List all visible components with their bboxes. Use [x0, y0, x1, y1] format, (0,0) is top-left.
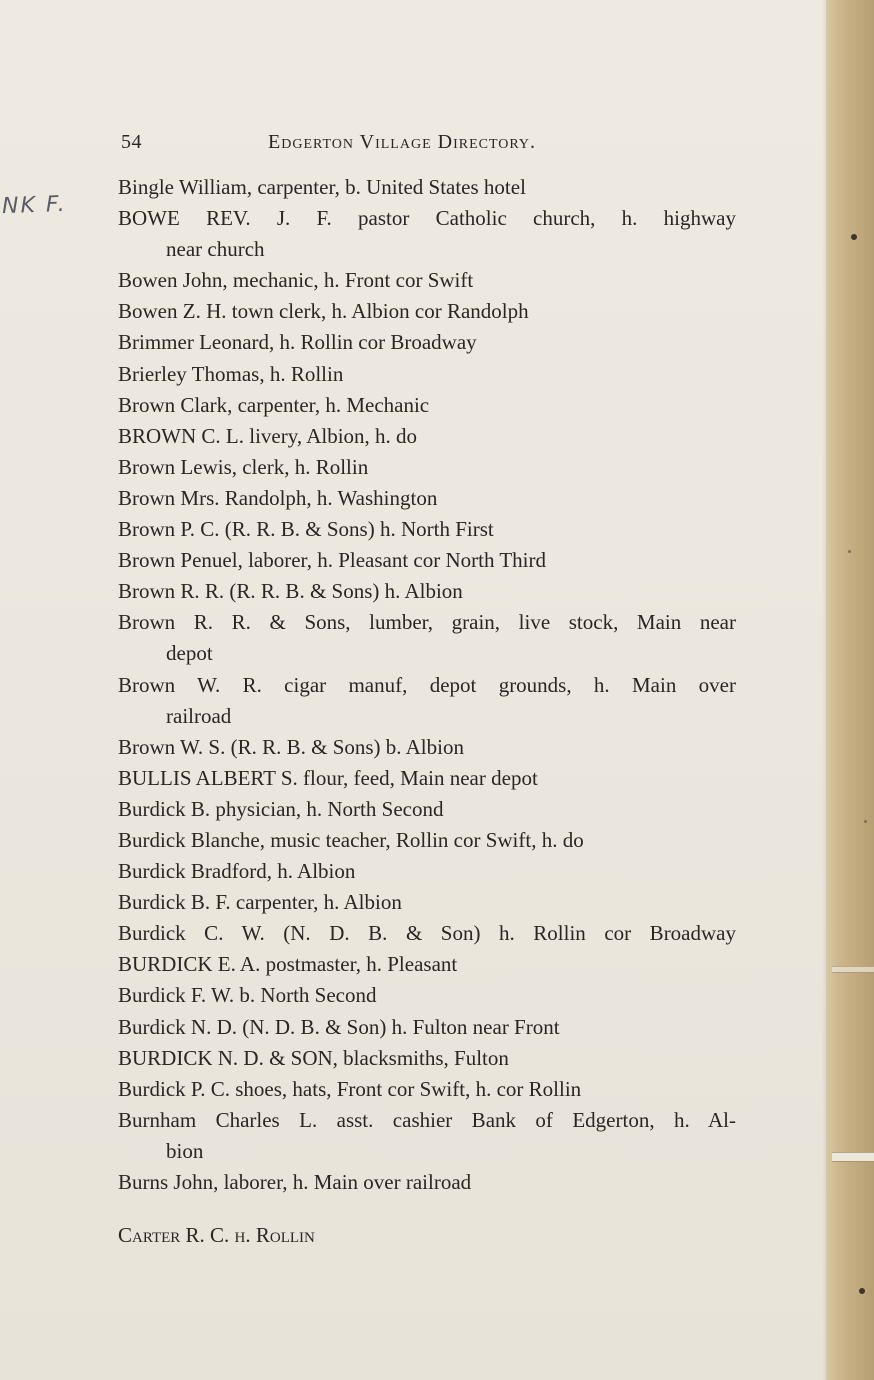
directory-entry: Burdick P. C. shoes, hats, Front cor Swift, h. cor Rollin [118, 1076, 582, 1101]
handwritten-margin-note: NK F. [1, 191, 68, 220]
edge-tear [832, 1152, 874, 1162]
directory-entry: Brown W. R. cigar manuf, depot grounds, h. Main over [118, 672, 736, 697]
directory-entry: Burdick B. physician, h. North Second [118, 796, 444, 821]
running-title: Edgerton Village Directory. [268, 131, 537, 153]
directory-entry: Brown Lewis, clerk, h. Rollin [118, 454, 369, 479]
edge-spot [864, 820, 867, 823]
directory-entry: Bingle William, carpenter, b. United States hotel [118, 175, 526, 199]
directory-entry: Brown R. R. & Sons, lumber, grain, live stock, Main near [118, 610, 736, 635]
directory-entry: Burdick Blanche, music teacher, Rollin cor Swift, h. do [118, 827, 584, 852]
section-gap [118, 1198, 738, 1220]
edge-spot [859, 1288, 865, 1294]
directory-entry: Brown Mrs. Randolph, h. Washington [118, 485, 438, 510]
directory-entries [118, 172, 738, 1251]
directory-entry: BURDICK N. D. & SON, blacksmiths, Fulton [118, 1045, 509, 1070]
directory-entry: Burdick F. W. b. North Second [118, 983, 377, 1008]
page-edge [826, 0, 874, 1380]
page-header [118, 131, 618, 161]
directory-entry-continuation: bion [166, 1138, 204, 1163]
directory-entry: Bowen Z. H. town clerk, h. Albion cor Randolph [118, 299, 529, 324]
directory-entry: Brown Clark, carpenter, h. Mechanic [118, 392, 430, 417]
directory-entry: Brimmer Leonard, h. Rollin cor Broadway [118, 330, 477, 355]
directory-entry: Burdick C. W. (N. D. B. & Son) h. Rollin cor Broadway [118, 921, 736, 946]
section-first-entry: Carter R. C. h. Rollin [118, 1223, 315, 1248]
directory-entry: BURDICK E. A. postmaster, h. Pleasant [118, 952, 458, 977]
edge-spot [848, 550, 851, 553]
directory-entry: BROWN C. L. livery, Albion, h. do [118, 423, 418, 448]
directory-entry: BULLIS ALBERT S. flour, feed, Main near depot [118, 765, 538, 790]
directory-entry: Burns John, laborer, h. Main over railroad [118, 1170, 472, 1194]
edge-tear [832, 966, 874, 973]
directory-entry: Brierley Thomas, h. Rollin [118, 361, 344, 386]
directory-entry: Burdick Bradford, h. Albion [118, 859, 356, 884]
edge-spot [851, 234, 857, 240]
directory-entry: BOWE REV. J. F. pastor Catholic church, h. highway [118, 206, 736, 231]
directory-entry: Burnham Charles L. asst. cashier Bank of Edgerton, h. Al- [118, 1107, 736, 1132]
directory-entry-continuation: near church [166, 237, 265, 262]
directory-entry: Brown W. S. (R. R. B. & Sons) b. Albion [118, 734, 464, 759]
directory-entry: Brown R. R. (R. R. B. & Sons) h. Albion [118, 579, 463, 604]
directory-entry-continuation: depot [166, 641, 213, 666]
directory-entry-continuation: railroad [166, 703, 232, 728]
directory-entry: Burdick N. D. (N. D. B. & Son) h. Fulton near Front [118, 1014, 560, 1039]
directory-entry: Burdick B. F. carpenter, h. Albion [118, 890, 402, 915]
page-number: 54 [121, 131, 142, 153]
directory-entry: Bowen John, mechanic, h. Front cor Swift [118, 268, 474, 293]
directory-entry: Brown Penuel, laborer, h. Pleasant cor North Third [118, 548, 547, 573]
directory-entry: Brown P. C. (R. R. B. & Sons) h. North First [118, 517, 494, 542]
